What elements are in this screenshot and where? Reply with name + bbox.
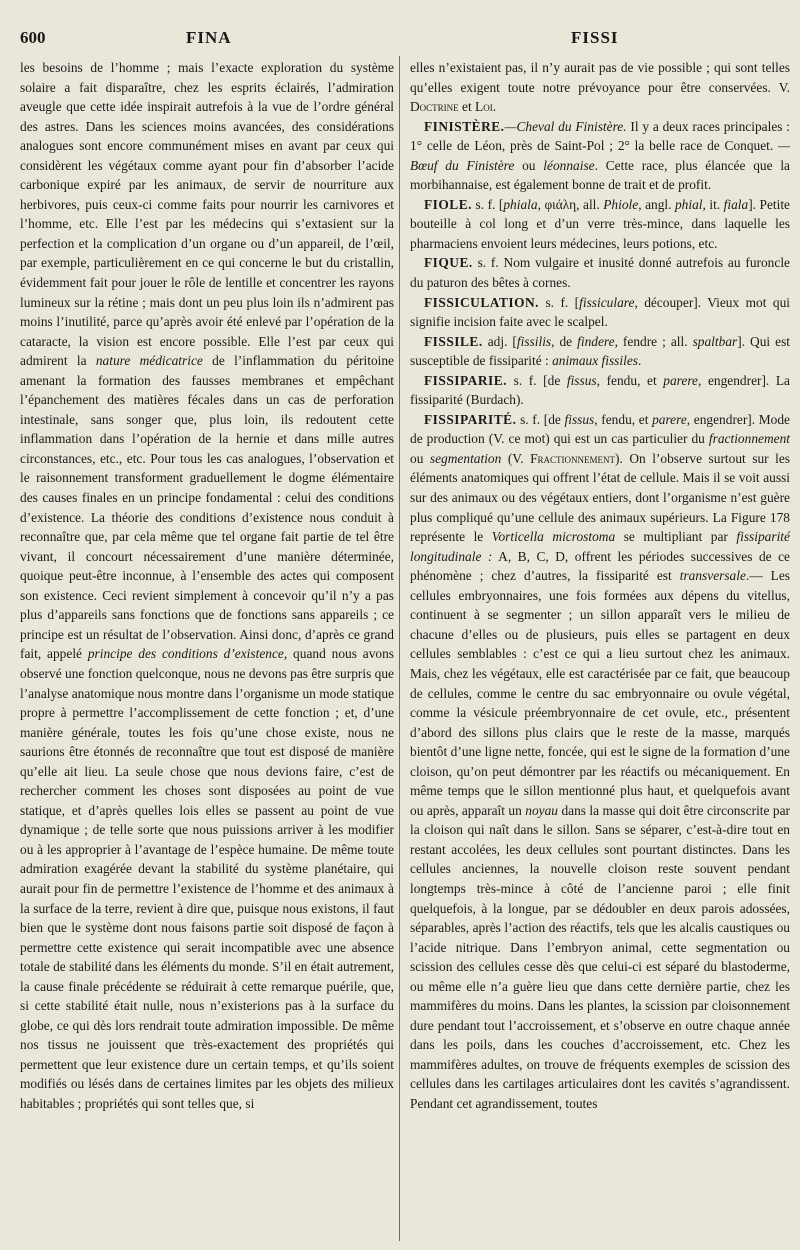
italic-term: Vorticella microstoma bbox=[491, 529, 616, 545]
italic-term: fissilis bbox=[516, 333, 552, 349]
text-run: elles n’existaient pas, il n’y aurait pas de vie possible ; qui sont telles qu’elles exigent toute notre prévoyance pour être conservées. V. bbox=[410, 60, 790, 95]
headword: FIQUE. bbox=[424, 255, 473, 271]
italic-term: segmentation bbox=[429, 450, 502, 466]
text-run: Il y a deux races principales : 1° celle de Léon, près de Saint-Pol ; 2° la belle race de Conquet. bbox=[410, 118, 790, 154]
text-run: adj. [ bbox=[482, 333, 517, 349]
text-run: . Cette race, plus élancée que la morbihannaise, est également bonne de trait et de profit. bbox=[410, 157, 790, 193]
text-run: , fendu, et bbox=[594, 411, 653, 427]
italic-term: animaux fissiles bbox=[552, 353, 638, 369]
headword: FISSIPARITÉ. bbox=[424, 411, 517, 427]
italic-term: findere bbox=[577, 333, 615, 349]
italic-term: noyau bbox=[525, 802, 558, 818]
italic-term: phiala bbox=[503, 196, 538, 212]
finalite-continuation-paragraph bbox=[20, 58, 394, 1114]
italic-term: fiala bbox=[723, 196, 749, 212]
italic-term: — Bœuf du Finistère bbox=[410, 138, 790, 173]
text-run: , φιάλη bbox=[537, 196, 577, 212]
right-running-head: FISSI bbox=[571, 28, 619, 47]
italic-term: fractionnement bbox=[708, 431, 790, 447]
cross-reference: Loi bbox=[475, 99, 493, 115]
italic-term: Phiole bbox=[603, 196, 639, 212]
text-run: de l’inflammation du péritoine amenant la formation des fausses membranes et empêchant l’épanchement des matières fécales dans un cas de perforation intestinale, sans songer que, plus loin, ils redoutent cette inflammation dans l’opération de la hernie et dans mille autres circonstances, etc., etc. Pour tous les cas analogues, l’observation et le raisonnement transforment graduellement le dogme élémentaire des causes finales en un principe fondamental : celui des conditions d’existence. La théorie des conditions d’existence nous conduit à reconnaître que, par cela même que tel organe fait partie de tel être vivant, il concourt nécessairement d’une manière déterminée, quoique peut-être inconnue, à l’ensemble des actes qui composent son existence. Ceci revient simplement à concevoir qu’il n’y a pas plus d’appareils sans fonctions que de fonctions sans appareils ; ce principe est un résultat de l’observation. Ainsi donc, d’après ce grand fait, appelé bbox=[20, 353, 394, 662]
entry-fissiparie bbox=[410, 371, 790, 410]
text-run: .— Les cellules embryonnaires, une fois formées aux dépens du vitellus, continuent à se segmenter ; un sillon apparaît vers le milieu de chacune d’elles ou de plusieurs, puis elles se partagent en deux cellules semblables : c’est ce qui a lieu surtout chez les animaux. Mais, chez les végétaux, elle est caractérisée par ce fait, que beaucoup de cellules, comme le centre du sac embryonnaire ou ovule végétal, comme la vésicule préembryonnaire de cet ovule, etc., présentent d’abord des sillons plus clairs que le reste de la masse, marqués bientôt d’une ligne nette, foncée, qui est le signe de la formation d’une cloison, qu’on peut démontrer par les réactifs ou mécaniquement. En même temps que le sillon mentionné plus haut, et quelquefois avant ou après, apparaît un bbox=[410, 568, 790, 818]
italic-term: spaltbar bbox=[692, 333, 738, 349]
text-run: s. f. [de bbox=[507, 372, 567, 388]
text-run: se multipliant par bbox=[615, 529, 737, 545]
right-column bbox=[410, 58, 790, 1114]
entry-fissiparite bbox=[410, 410, 790, 1114]
italic-term: fissus bbox=[566, 372, 597, 388]
text-run: , all. bbox=[576, 196, 604, 212]
entry-fissiculation bbox=[410, 293, 790, 332]
text-run: ou bbox=[410, 450, 430, 466]
headword: FISSIPARIE. bbox=[424, 372, 508, 388]
text-run: . bbox=[637, 353, 642, 369]
text-run: (V. bbox=[501, 450, 531, 466]
italic-term: —Cheval du Finistère. bbox=[504, 118, 627, 134]
headword: FIOLE. bbox=[424, 196, 473, 212]
column-divider bbox=[399, 56, 400, 1241]
cross-reference: Fractionnement bbox=[530, 450, 616, 466]
headword: FISSILE. bbox=[424, 333, 483, 349]
entry-finistere bbox=[410, 117, 790, 195]
text-run: s. f. [ bbox=[539, 294, 580, 310]
text-run: dans la masse qui doit être circonscrite par la cloison qui naît dans le sillon. Sans se séparer, c’est-à-dire tout en restant accolées, les deux cellules sont pourtant distinctes. Dans les cellules anciennes, la nouvelle cloison reste souvent pendant longtemps très-mince à côté de l’ancienne paroi ; elle finit quelquefois, à la longue, par se dédoubler en deux parois adossées, séparables, après l’action des réactifs, tels que les alcalis caustiques ou l’acide nitrique. Dans l’embryon animal, cette segmentation ou scission des cellules cesse dès que celui-ci est séparé du blastoderme, ou même elle n’a guère lieu que dans cette dernière partie, chez les mammifères du moins. Dans les plantes, la scission par cloisonnement dure pendant tout l’accroissement, et s’observe en outre chaque année dans les poils, dans les couches d’accroissement, etc. Chez les mammifères adultes, on trouve de fréquents exemples de scission des cellules dans les cartilages articulaires dont les cavités s’agrandissent. Pendant cet agrandissement, toutes bbox=[410, 802, 790, 1111]
text-run: ]. Petite bouteille à col long et d’un verre très-mince, dans laquelle les pharmaciens envoient leurs médecines, leurs potions, etc. bbox=[410, 196, 791, 251]
text-run: et bbox=[458, 99, 476, 115]
italic-term: parere bbox=[652, 411, 687, 427]
text-run: ou bbox=[514, 157, 544, 173]
italic-term: fissus bbox=[564, 411, 595, 427]
text-run: , quand nous avons observé une fonction quelconque, nous ne devons pas être surpris que l’analyse anatomique nous montre dans l’organisme un mode statique propre à permettre l’accomplissement de cette fonction ; et, d’une manière générale, toutes les fois qu’une chose existe, nous ne saurions être étonnés de reconnaître que tout est disposé de manière qu’elle ait lieu. La seule chose que nous devions faire, c’est de rechercher comment les choses sont disposées au point de vue statique, et d’après quelles lois elles se passent au point de vue dynamique ; de telle sorte que nous puissions arriver à les modifier ou à les approprier à l’avantage de l’espèce humaine. De même toute admiration exagérée devant la stabilité du système planétaire, qui aurait pour fin de permettre l’existence de l’homme et des animaux à la surface de la terre, revient à dire que, puisque nous existons, il faut bien que le système dont nous faisons partie soit disposé de façon à permettre cette existence qui serait incompatible avec une absence totale de stabilité dans les éléments du monde. S’il en était autrement, la cause finale précédente se réduirait à cette remarque puérile, que, si cette stabilité était nulle, nous n’existerions pas à la surface du globe, ce qui dès lors rendrait toute admiration impossible. De même nos tissus ne jouissent que très-exactement des propriétés qui permettent que leur existence dure un certain temps, et qu’ils soient modifiés ou lésés dans de certaines limites par les objets des milieux habitables ; propriétés qui sont telles que, si bbox=[20, 646, 395, 1111]
text-run: , fendre ; all. bbox=[614, 333, 693, 349]
entry-fiole bbox=[410, 195, 790, 254]
italic-term: fissiparité longitudinale : bbox=[410, 529, 790, 564]
text-run: , angl. bbox=[638, 196, 675, 212]
text-run: , de bbox=[551, 333, 578, 349]
text-run: , it. bbox=[702, 196, 724, 212]
italic-term: phial bbox=[674, 196, 703, 212]
text-run: , engendrer]. La fissiparité (Burdach). bbox=[410, 372, 790, 408]
text-run: ). On l’observe surtout sur les éléments anatomiques qui offrent l’état de cellule. Mais il se voit aussi sur des animaux ou des végétaux entiers, dont l’organisme n’est guère plus compliqué qu’une cellule des animaux supérieurs. La Figure 178 représente le bbox=[410, 450, 790, 545]
page-number: 600 bbox=[20, 28, 46, 47]
running-head bbox=[0, 28, 800, 52]
left-column bbox=[20, 58, 394, 1114]
italic-term: nature médicatrice bbox=[95, 353, 203, 369]
text-run: s. f. [de bbox=[516, 411, 565, 427]
cross-reference: Doctrine bbox=[410, 99, 459, 115]
text-run: . bbox=[492, 99, 497, 115]
headword: FINISTÈRE. bbox=[424, 118, 505, 134]
text-run: , engendrer]. Mode de production (V. ce mot) qui est un cas particulier du bbox=[410, 411, 790, 447]
italic-term: principe des conditions d’existence bbox=[87, 646, 284, 662]
text-run: s. f. Nom vulgaire et inusité donné autrefois au furoncle du paturon des bêtes à cornes. bbox=[410, 255, 790, 291]
text-run: s. f. [ bbox=[472, 196, 504, 212]
left-running-head: FINA bbox=[186, 28, 232, 47]
italic-term: léonnaise bbox=[543, 157, 595, 173]
italic-term: transversale bbox=[679, 568, 746, 584]
entry-fique bbox=[410, 253, 790, 292]
italic-term: parere bbox=[663, 372, 698, 388]
text-run: , découper]. Vieux mot qui signifie incision faite avec le scalpel. bbox=[410, 294, 790, 330]
text-run: les besoins de l’homme ; mais l’exacte exploration du système solaire a fait disparaître, chez les esprits éclairés, l’admiration aveugle que cette idée inspirait autrefois à la vue de l’ordre général des astres. Dans les sciences moins avancées, des considérations analogues sont encore communément mises en avant par ceux qui considèrent les végétaux comme ayant pour fin d’absorber l’acide carbonique expiré par les animaux, de servir de nourriture aux herbivores, puis ceux-ci comme faits pour nourrir les carnivores et l’homme, etc. Elle l’est par les médecins qui s’extasient sur la perfection et la complication d’un organe ou d’un appareil, de l’œil, par exemple, particulièrement en ce qui concerne le but du cristallin, évidemment fait pour jouer le rôle de lentille et concentrer les rayons lumineux sur la rétine ; mais dont un peu plus loin ils n’admirent pas moins l’inutilité, parce qu’après avoir été enlevé par l’opération de la cataracte, la vision est encore possible. Elle l’est par ceux qui admirent la bbox=[20, 60, 394, 369]
text-run: ]. Qui est susceptible de fissiparité : bbox=[410, 333, 791, 369]
italic-term: fissiculare bbox=[579, 294, 635, 310]
text-run: , fendu, et bbox=[596, 372, 664, 388]
entry-fissile bbox=[410, 332, 790, 371]
text-run: A, B, C, D, offrent les périodes successives de ce phénomène ; chez d’autres, la fissiparité est bbox=[410, 548, 790, 584]
continuation-paragraph bbox=[410, 58, 790, 117]
headword: FISSICULATION. bbox=[424, 294, 540, 310]
